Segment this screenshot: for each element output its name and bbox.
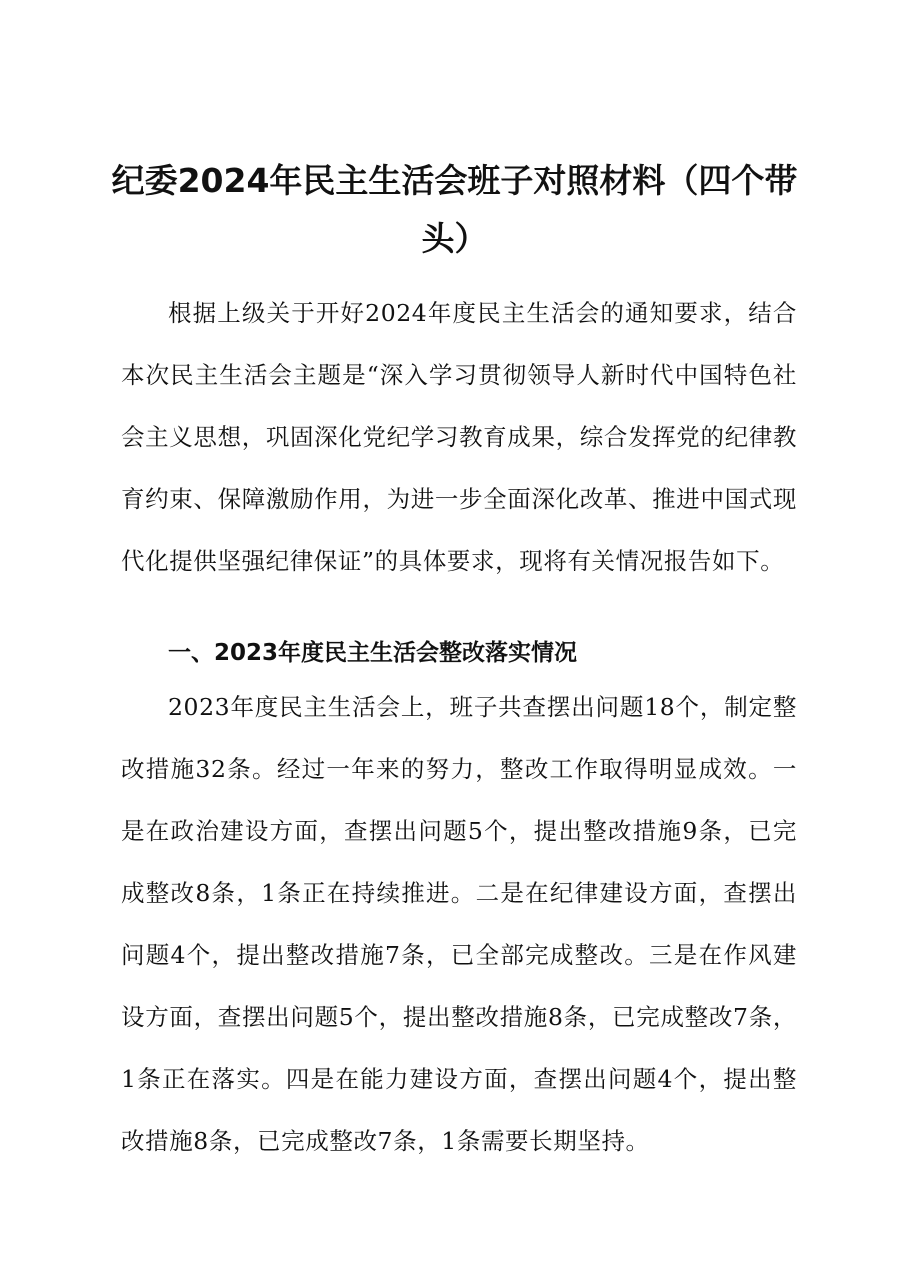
rectification-paragraph: 2023年度民主生活会上，班子共查摆出问题18个，制定整改措施32条。经过一年来的努力，整改工作取得明显成效。一是在政治建设方面，查摆出问题5个，提出整改措施9条，已完成整改8条，1条正在持续推进。二是在纪律建设方面，查摆出问题4个，提出整改措施7条，已全部完成整改。三是在作风建设方面，查摆出问题5个，提出整改措施8条，已完成整改7条，1条正在落实。四是在能力建设方面，查摆出问题4个，提出整改措施8条，已完成整改7条，1条需要长期坚持。: [121, 693, 797, 1155]
intro-paragraph: 根据上级关于开好2024年度民主生活会的通知要求，结合本次民主生活会主题是“深入学习贯彻领导人新时代中国特色社会主义思想，巩固深化党纪学习教育成果，综合发挥党的纪律教育约束、保障激励作用，为进一步全面深化改革、推进中国式现代化提供坚强纪律保证”的具体要求，现将有关情况报告如下。: [121, 299, 797, 575]
section-heading: 一、2023年度民主生活会整改落实情况: [168, 640, 578, 666]
document-title: 纪委2024年民主生活会班子对照材料（四个带头）: [111, 161, 798, 258]
